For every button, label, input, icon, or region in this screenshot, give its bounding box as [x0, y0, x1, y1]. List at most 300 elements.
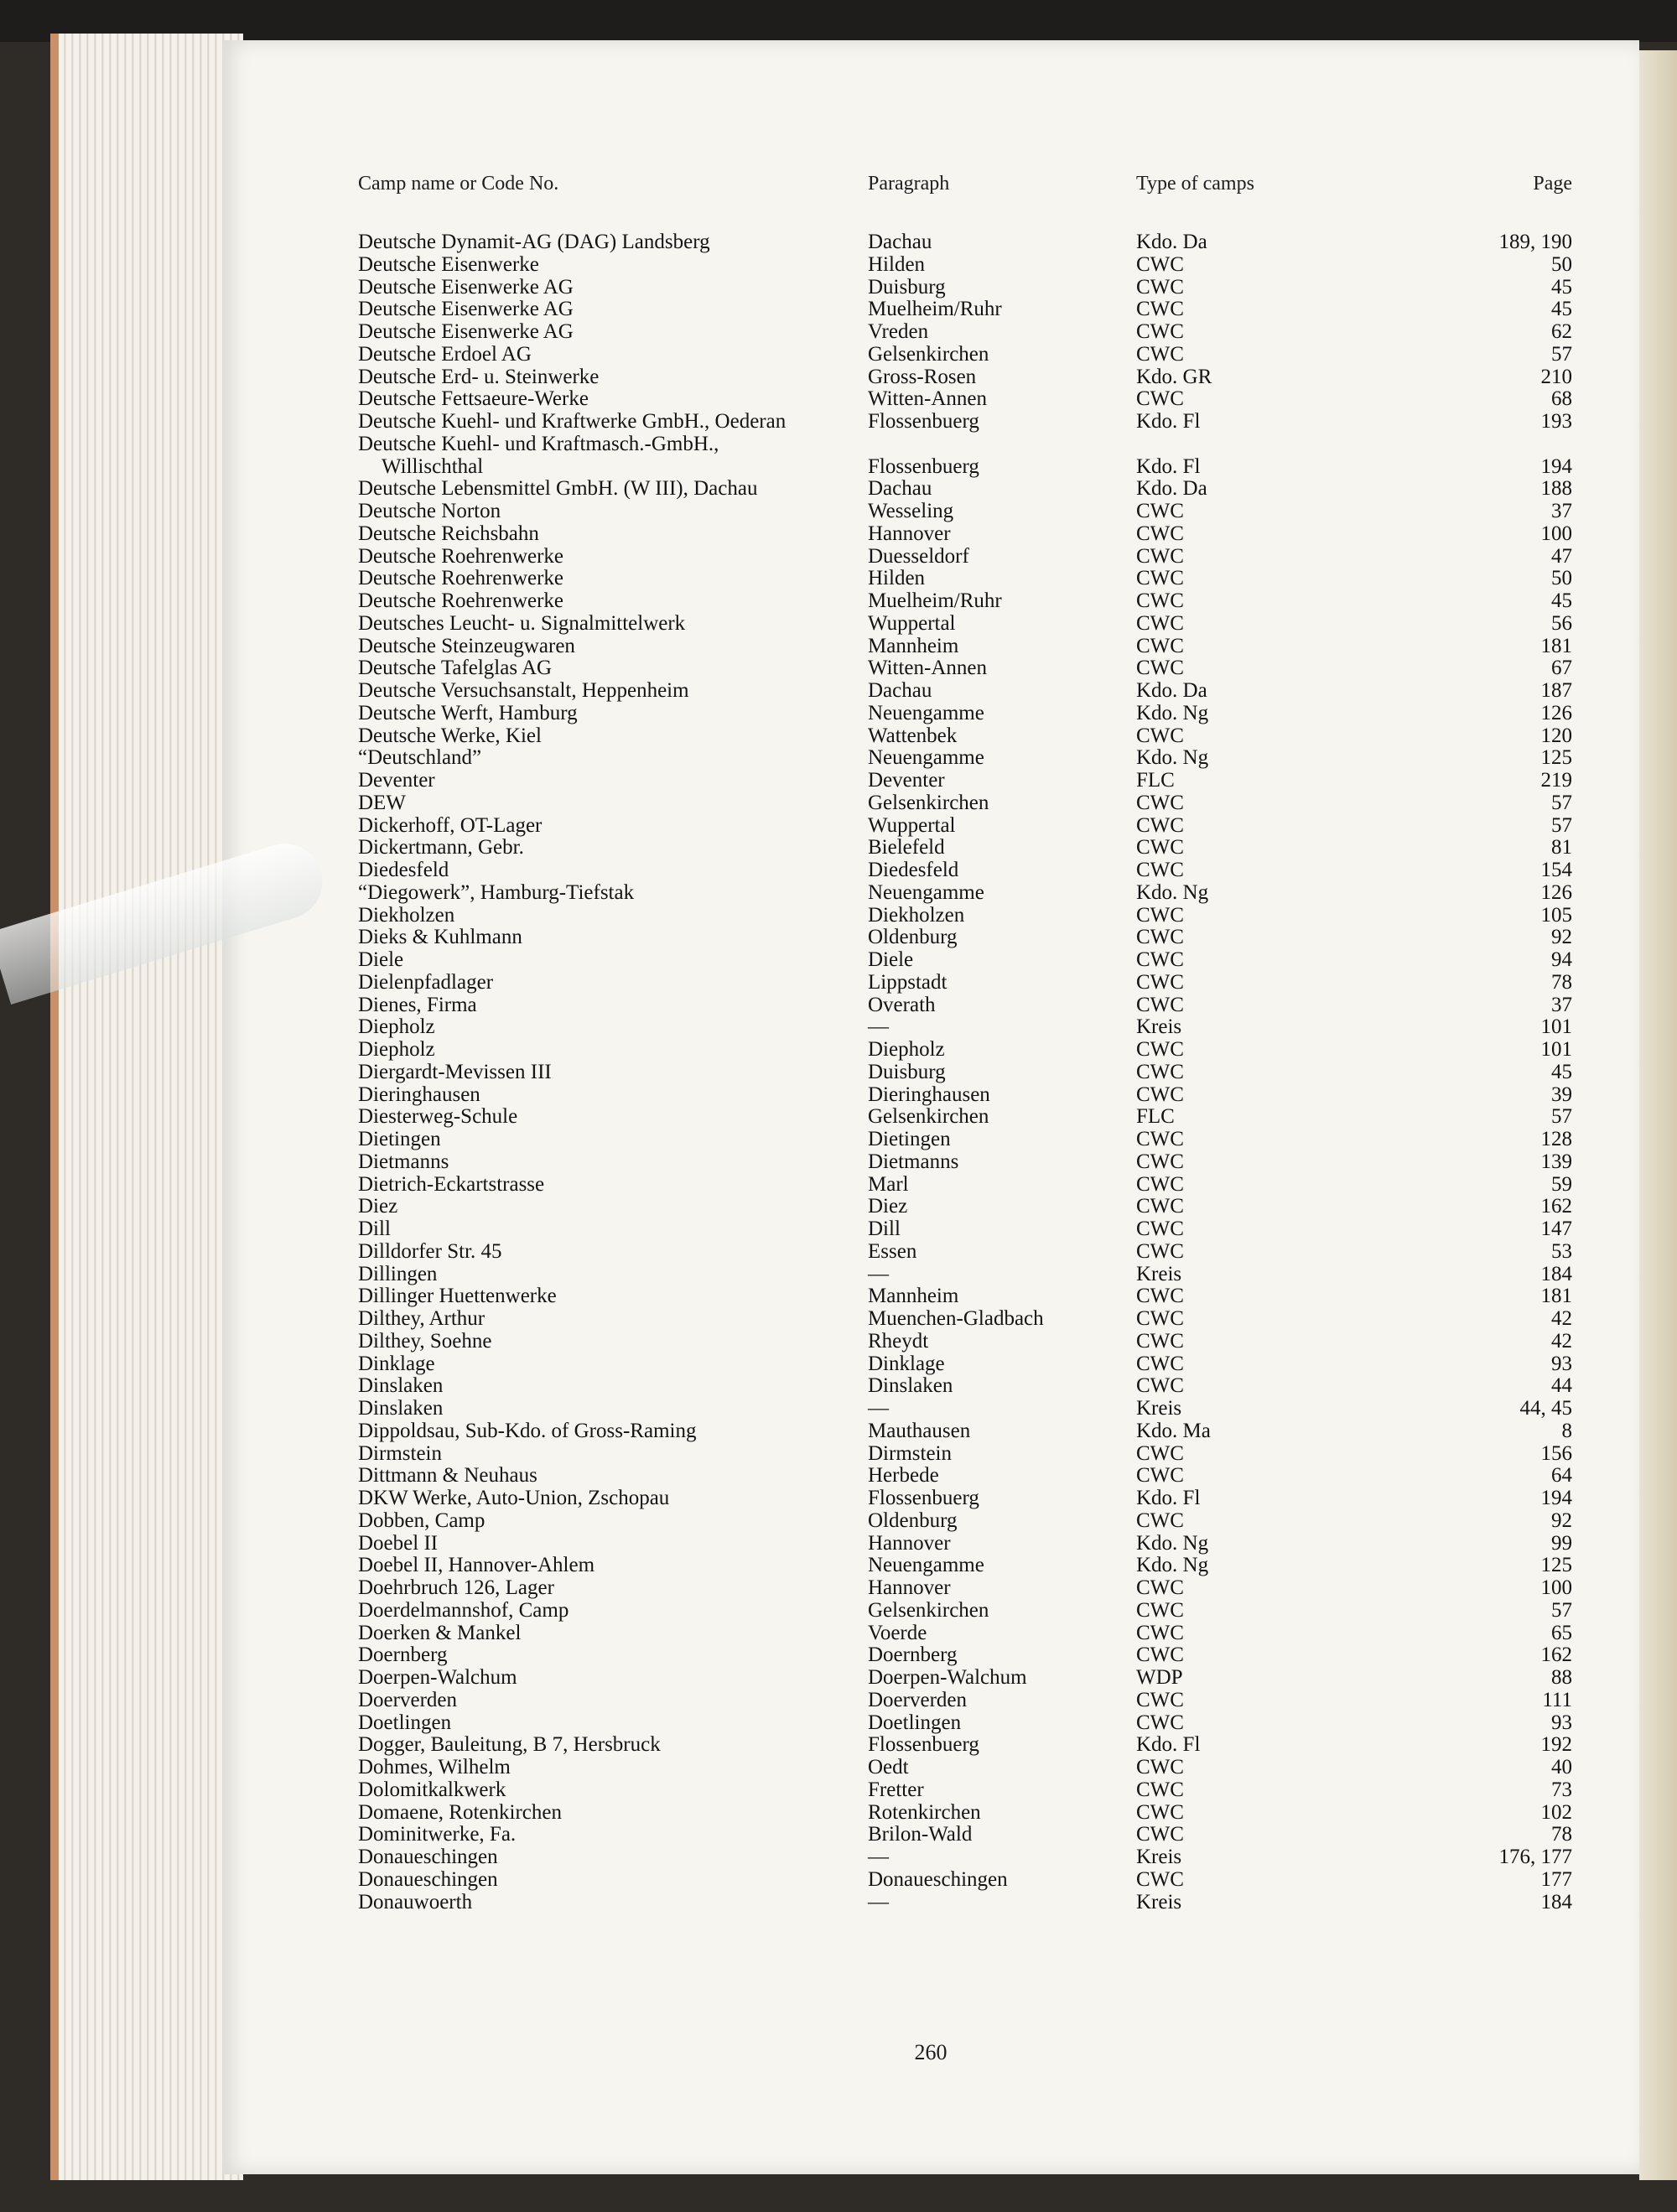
entry-type: CWC	[1136, 1756, 1184, 1778]
entry-row	[222, 949, 1639, 972]
entry-page: 189, 190	[1498, 231, 1572, 253]
entry-camp-name: Dillingen	[358, 1262, 438, 1285]
entry-row	[222, 747, 1639, 770]
entry-row	[222, 590, 1639, 613]
entry-paragraph: Vreden	[868, 320, 929, 343]
entry-camp-name: Doerdelmannshof, Camp	[358, 1598, 569, 1622]
entry-camp-name: DKW Werke, Auto-Union, Zschopau	[358, 1487, 670, 1509]
entry-type: Kdo. Ng	[1136, 701, 1209, 724]
entry-camp-name: Dippoldsau, Sub-Kdo. of Gross-Raming	[358, 1419, 697, 1442]
entry-paragraph: Bielefeld	[868, 836, 945, 859]
entry-paragraph: Doerpen-Walchum	[868, 1666, 1027, 1689]
entry-camp-name: Willischthal	[382, 454, 484, 478]
entry-paragraph: Flossenbuerg	[868, 1487, 979, 1509]
entry-page: 57	[1551, 813, 1572, 837]
entry-camp-name: Deutsche Roehrenwerke	[358, 567, 564, 590]
entry-paragraph: Mauthausen	[868, 1419, 971, 1442]
entry-paragraph: Dinklage	[868, 1352, 945, 1375]
entry-type: CWC	[1136, 1218, 1184, 1240]
entry-camp-name: Dittmann & Neuhaus	[358, 1464, 537, 1488]
entry-page: 177	[1540, 1867, 1572, 1891]
entry-page: 111	[1542, 1688, 1572, 1711]
entry-paragraph: Lippstadt	[868, 970, 948, 994]
entry-row	[222, 231, 1639, 254]
entry-camp-name: “Diegowerk”, Hamburg-Tiefstak	[358, 880, 635, 904]
entry-type: CWC	[1136, 1823, 1184, 1846]
entry-type: Kreis	[1136, 1015, 1182, 1039]
entry-type: CWC	[1136, 1464, 1184, 1488]
entry-paragraph: Muelheim/Ruhr	[868, 589, 1002, 612]
entry-page: 125	[1540, 1554, 1572, 1577]
entry-row	[222, 1443, 1639, 1466]
entry-type: CWC	[1136, 1239, 1184, 1263]
entry-paragraph: Diedesfeld	[868, 859, 959, 881]
entry-paragraph: Rheydt	[868, 1329, 929, 1353]
entry-row	[222, 1644, 1639, 1667]
entry-row	[222, 344, 1639, 366]
entry-page: 102	[1540, 1800, 1572, 1824]
entry-row	[222, 1869, 1639, 1892]
entry-paragraph: Donaueschingen	[868, 1867, 1008, 1891]
entry-page: 181	[1540, 634, 1572, 657]
entry-page: 187	[1540, 679, 1572, 702]
entry-page: 100	[1540, 522, 1572, 545]
entry-row	[222, 1779, 1639, 1802]
entry-type: CWC	[1136, 1800, 1184, 1824]
entry-camp-name: Deutsches Leucht- u. Signalmittelwerk	[358, 611, 686, 635]
entry-camp-name: Donauwoerth	[358, 1890, 473, 1913]
entry-paragraph: Duisburg	[868, 275, 946, 299]
entry-paragraph: Oldenburg	[868, 1508, 958, 1532]
entry-type: Kdo. Fl	[1136, 410, 1201, 433]
entry-camp-name: Dolomitkalkwerk	[358, 1778, 506, 1801]
entry-camp-name: Diesterweg-Schule	[358, 1105, 518, 1129]
entry-paragraph: Neuengamme	[868, 701, 984, 724]
entry-page: 59	[1551, 1172, 1572, 1196]
entry-type: CWC	[1136, 1867, 1184, 1891]
entry-paragraph: Flossenbuerg	[868, 410, 979, 433]
entry-camp-name: Deutsche Kuehl- und Kraftmasch.-GmbH.,	[358, 432, 719, 455]
entry-camp-name: Dilldorfer Str. 45	[358, 1239, 502, 1263]
entry-camp-name: Deutsche Erdoel AG	[358, 342, 532, 366]
entry-row	[222, 1600, 1639, 1623]
entry-camp-name: Deutsche Eisenwerke AG	[358, 320, 574, 343]
entry-camp-name: Dietingen	[358, 1128, 441, 1150]
entry-type: CWC	[1136, 948, 1184, 971]
entry-camp-name: Deutsche Roehrenwerke	[358, 589, 564, 612]
entry-page: 57	[1551, 342, 1572, 366]
entry-row	[222, 1151, 1639, 1174]
entry-page: 101	[1540, 1015, 1572, 1039]
entry-row	[222, 1218, 1639, 1241]
entry-paragraph: Dachau	[868, 679, 932, 702]
entry-camp-name: Deutsche Dynamit-AG (DAG) Landsberg	[358, 231, 710, 253]
book-cover-top	[0, 0, 1677, 42]
book-page	[222, 40, 1639, 2174]
entry-row	[222, 994, 1639, 1017]
entry-camp-name: Deutsche Roehrenwerke	[358, 544, 564, 568]
entry-paragraph: Essen	[868, 1239, 917, 1263]
entry-page: 147	[1540, 1218, 1572, 1240]
entry-page: 78	[1551, 1823, 1572, 1846]
entry-paragraph: Diele	[868, 948, 914, 971]
entry-type: CWC	[1136, 342, 1184, 366]
entry-row	[222, 815, 1639, 838]
entry-paragraph: Mannheim	[868, 634, 959, 657]
entry-page: 188	[1540, 477, 1572, 501]
header-type: Type of camps	[1136, 173, 1254, 195]
entry-camp-name: Donaueschingen	[358, 1867, 498, 1891]
entry-row	[222, 411, 1639, 434]
entry-camp-name: Deutsche Eisenwerke AG	[358, 275, 574, 299]
entry-camp-name: Dickertmann, Gebr.	[358, 836, 524, 859]
entry-row	[222, 434, 1639, 456]
entry-row	[222, 1398, 1639, 1420]
entry-paragraph: Hilden	[868, 252, 926, 276]
entry-camp-name: Domaene, Rotenkirchen	[358, 1800, 562, 1824]
entry-camp-name: Dilthey, Soehne	[358, 1329, 492, 1353]
entry-page: 44, 45	[1519, 1397, 1572, 1420]
entry-page: 50	[1551, 252, 1572, 276]
entry-camp-name: DEW	[358, 791, 406, 814]
entry-paragraph: Gelsenkirchen	[868, 791, 989, 814]
entry-row	[222, 1667, 1639, 1690]
entry-type: CWC	[1136, 926, 1184, 949]
entry-type: CWC	[1136, 611, 1184, 635]
entry-type: Kdo. Fl	[1136, 1733, 1201, 1757]
entry-type: CWC	[1136, 320, 1184, 343]
entry-row	[222, 1690, 1639, 1712]
entry-row	[222, 501, 1639, 523]
entry-page: 93	[1551, 1711, 1572, 1734]
entry-page: 181	[1540, 1285, 1572, 1308]
entry-row	[222, 725, 1639, 748]
entry-page: 120	[1540, 724, 1572, 747]
entry-type: CWC	[1136, 1329, 1184, 1353]
entry-row	[222, 388, 1639, 411]
entry-type: Kdo. Da	[1136, 679, 1207, 702]
entry-type: CWC	[1136, 500, 1184, 522]
entry-row	[222, 703, 1639, 725]
entry-row	[222, 613, 1639, 636]
entry-paragraph: Gelsenkirchen	[868, 1105, 989, 1129]
entry-page: 45	[1551, 1060, 1572, 1083]
entry-camp-name: Deutsche Lebensmittel GmbH. (W III), Dachau	[358, 477, 758, 501]
entry-page: 94	[1551, 948, 1572, 971]
entry-row	[222, 1555, 1639, 1577]
entry-type: CWC	[1136, 1441, 1184, 1465]
entry-paragraph: Hannover	[868, 1576, 951, 1599]
entry-paragraph: Voerde	[868, 1621, 927, 1644]
entry-camp-name: Dinslaken	[358, 1397, 444, 1420]
entry-camp-name: Deutsche Versuchsanstalt, Heppenheim	[358, 679, 689, 702]
entry-type: CWC	[1136, 567, 1184, 590]
entry-type: CWC	[1136, 1374, 1184, 1398]
entry-camp-name: Deutsche Tafelglas AG	[358, 657, 553, 680]
entry-row	[222, 1802, 1639, 1825]
entry-page: 78	[1551, 970, 1572, 994]
entry-paragraph: Herbede	[868, 1464, 939, 1488]
entry-row	[222, 1846, 1639, 1869]
entry-type: Kreis	[1136, 1890, 1182, 1913]
entry-page: 56	[1551, 611, 1572, 635]
entry-paragraph: Dinslaken	[868, 1374, 953, 1398]
entry-paragraph: Witten-Annen	[868, 387, 988, 411]
entry-page: 139	[1540, 1150, 1572, 1173]
entry-type: CWC	[1136, 1598, 1184, 1622]
entry-camp-name: Deutsche Werke, Kiel	[358, 724, 542, 747]
entry-row	[222, 546, 1639, 569]
entry-page: 45	[1551, 275, 1572, 299]
entry-type: Kdo. Ng	[1136, 1531, 1209, 1555]
entry-type: CWC	[1136, 1172, 1184, 1196]
entry-page: 194	[1540, 1487, 1572, 1509]
entry-page: 93	[1551, 1352, 1572, 1375]
entry-page: 99	[1551, 1531, 1572, 1555]
entry-camp-name: Dinklage	[358, 1352, 435, 1375]
entry-type: Kdo. GR	[1136, 365, 1212, 388]
entry-type: CWC	[1136, 1508, 1184, 1532]
entry-page: 44	[1551, 1374, 1572, 1398]
entry-camp-name: Diedesfeld	[358, 859, 449, 881]
entry-type: Kdo. Fl	[1136, 454, 1201, 478]
entry-page: 50	[1551, 567, 1572, 590]
entry-type: CWC	[1136, 1285, 1184, 1308]
entry-camp-name: Diez	[358, 1195, 398, 1218]
entry-paragraph: Doetlingen	[868, 1711, 962, 1734]
entry-camp-name: Doetlingen	[358, 1711, 452, 1734]
entry-page: 126	[1540, 701, 1572, 724]
entry-page: 156	[1540, 1441, 1572, 1465]
entry-page: 193	[1540, 410, 1572, 433]
entry-row	[222, 1892, 1639, 1914]
entry-camp-name: Dogger, Bauleitung, B 7, Hersbruck	[358, 1733, 661, 1757]
entry-page: 73	[1551, 1778, 1572, 1801]
entry-paragraph: —	[868, 1397, 889, 1420]
entry-camp-name: Dickerhoff, OT-Lager	[358, 813, 543, 837]
entry-row	[222, 1465, 1639, 1488]
entry-row	[222, 1264, 1639, 1286]
entry-page: 88	[1551, 1666, 1572, 1689]
entry-camp-name: “Deutschland”	[358, 746, 482, 770]
entry-row	[222, 1129, 1639, 1151]
entry-page: 192	[1540, 1733, 1572, 1757]
entry-page: 154	[1540, 859, 1572, 881]
entry-page: 65	[1551, 1621, 1572, 1644]
entry-camp-name: Diepholz	[358, 1015, 435, 1039]
entry-row	[222, 1174, 1639, 1197]
entry-page: 45	[1551, 589, 1572, 612]
entry-row	[222, 1533, 1639, 1555]
entry-type: CWC	[1136, 1643, 1184, 1667]
entry-type: CWC	[1136, 1128, 1184, 1150]
entry-paragraph: Flossenbuerg	[868, 454, 979, 478]
entry-camp-name: Deutsche Werft, Hamburg	[358, 701, 578, 724]
entry-paragraph: Mannheim	[868, 1285, 959, 1308]
entry-camp-name: Doehrbruch 126, Lager	[358, 1576, 554, 1599]
entry-row	[222, 366, 1639, 389]
entry-row	[222, 770, 1639, 792]
entry-camp-name: Doernberg	[358, 1643, 448, 1667]
entry-row	[222, 1084, 1639, 1107]
entry-paragraph: —	[868, 1890, 889, 1913]
entry-paragraph: Wattenbek	[868, 724, 958, 747]
entry-camp-name: Donaueschingen	[358, 1846, 498, 1868]
entry-camp-name: Deutsche Eisenwerke	[358, 252, 539, 276]
entry-page: 62	[1551, 320, 1572, 343]
entry-row	[222, 927, 1639, 949]
entry-row	[222, 1734, 1639, 1757]
entry-paragraph: Gelsenkirchen	[868, 342, 989, 366]
entry-camp-name: Diepholz	[358, 1038, 435, 1061]
entry-row	[222, 1106, 1639, 1129]
entry-camp-name: Dinslaken	[358, 1374, 444, 1398]
entry-type: CWC	[1136, 993, 1184, 1016]
entry-row	[222, 1510, 1639, 1533]
entry-camp-name: Deutsche Steinzeugwaren	[358, 634, 575, 657]
entry-type: WDP	[1136, 1666, 1183, 1689]
entry-type: CWC	[1136, 634, 1184, 657]
entry-page: 92	[1551, 1508, 1572, 1532]
entry-page: 57	[1551, 1105, 1572, 1129]
entry-type: CWC	[1136, 1621, 1184, 1644]
entry-type: CWC	[1136, 859, 1184, 881]
entry-row	[222, 456, 1639, 479]
facing-page-edge	[1639, 50, 1677, 2180]
entry-paragraph: Diepholz	[868, 1038, 945, 1061]
entry-type: CWC	[1136, 657, 1184, 680]
entry-type: CWC	[1136, 836, 1184, 859]
entry-row	[222, 478, 1639, 501]
entry-paragraph: Wuppertal	[868, 813, 956, 837]
entry-type: CWC	[1136, 1352, 1184, 1375]
entry-camp-name: Dilthey, Arthur	[358, 1307, 485, 1330]
entry-paragraph: Oldenburg	[868, 926, 958, 949]
entry-paragraph: Diez	[868, 1195, 908, 1218]
entry-type: FLC	[1136, 1105, 1175, 1129]
entry-camp-name: Doerpen-Walchum	[358, 1666, 517, 1689]
entry-paragraph: —	[868, 1846, 889, 1868]
entry-page: 176, 177	[1498, 1846, 1572, 1868]
entry-paragraph: Dietingen	[868, 1128, 951, 1150]
entry-page: 92	[1551, 926, 1572, 949]
entry-camp-name: Doerverden	[358, 1688, 457, 1711]
entry-type: CWC	[1136, 252, 1184, 276]
entry-camp-name: Dielenpfadlager	[358, 970, 494, 994]
entry-page: 67	[1551, 657, 1572, 680]
entry-paragraph: Dill	[868, 1218, 901, 1240]
entry-type: CWC	[1136, 724, 1184, 747]
entry-page: 42	[1551, 1307, 1572, 1330]
entry-page: 100	[1540, 1576, 1572, 1599]
entry-type: CWC	[1136, 813, 1184, 837]
entry-paragraph: Diekholzen	[868, 903, 965, 927]
entry-page: 68	[1551, 387, 1572, 411]
entry-camp-name: Dohmes, Wilhelm	[358, 1756, 511, 1778]
entry-row	[222, 568, 1639, 590]
entry-page: 8	[1561, 1419, 1572, 1442]
entry-row	[222, 1824, 1639, 1846]
entry-paragraph: Hannover	[868, 522, 951, 545]
entry-page: 37	[1551, 993, 1572, 1016]
entry-type: CWC	[1136, 522, 1184, 545]
entry-paragraph: Doerverden	[868, 1688, 967, 1711]
entry-paragraph: Muelheim/Ruhr	[868, 298, 1002, 321]
entry-camp-name: Deutsche Kuehl- und Kraftwerke GmbH., Oederan	[358, 410, 787, 433]
entry-row	[222, 1241, 1639, 1264]
entry-paragraph: Hannover	[868, 1531, 951, 1555]
entry-type: CWC	[1136, 544, 1184, 568]
entry-camp-name: Diekholzen	[358, 903, 455, 927]
entry-row	[222, 792, 1639, 815]
entry-type: CWC	[1136, 1195, 1184, 1218]
entry-page: 57	[1551, 1598, 1572, 1622]
entry-page: 81	[1551, 836, 1572, 859]
entry-paragraph: Dirmstein	[868, 1441, 952, 1465]
entry-row	[222, 1712, 1639, 1735]
entry-type: CWC	[1136, 1688, 1184, 1711]
entry-paragraph: Muenchen-Gladbach	[868, 1307, 1044, 1330]
entry-row	[222, 1420, 1639, 1443]
entry-row	[222, 882, 1639, 905]
entry-paragraph: Overath	[868, 993, 936, 1016]
entry-page: 45	[1551, 298, 1572, 321]
entry-paragraph: Dieringhausen	[868, 1083, 990, 1106]
header-page: Page	[1533, 173, 1572, 195]
entry-page: 210	[1540, 365, 1572, 388]
entry-paragraph: Fretter	[868, 1778, 924, 1801]
entry-paragraph: Marl	[868, 1172, 909, 1196]
entry-camp-name: Deutsche Reichsbahn	[358, 522, 539, 545]
entry-row	[222, 299, 1639, 321]
entry-row	[222, 680, 1639, 703]
entry-type: FLC	[1136, 769, 1175, 792]
entry-row	[222, 1375, 1639, 1398]
entry-page: 105	[1540, 903, 1572, 927]
entry-paragraph: Flossenbuerg	[868, 1733, 979, 1757]
entry-camp-name: Deutsche Fettsaeure-Werke	[358, 387, 589, 411]
entry-type: CWC	[1136, 1576, 1184, 1599]
entry-type: Kdo. Ma	[1136, 1419, 1211, 1442]
entry-row	[222, 1196, 1639, 1218]
page-number: 260	[914, 2040, 948, 2064]
entry-row	[222, 321, 1639, 344]
entry-row	[222, 1623, 1639, 1645]
entry-row	[222, 1577, 1639, 1600]
entry-type: CWC	[1136, 1307, 1184, 1330]
entry-type: Kdo. Da	[1136, 231, 1207, 253]
entry-type: Kdo. Fl	[1136, 1487, 1201, 1509]
entry-page: 47	[1551, 544, 1572, 568]
entry-paragraph: Gross-Rosen	[868, 365, 977, 388]
entry-page: 53	[1551, 1239, 1572, 1263]
entry-camp-name: Diergardt-Mevissen III	[358, 1060, 552, 1083]
entry-page: 219	[1540, 769, 1572, 792]
entry-paragraph: Wesseling	[868, 500, 954, 522]
entry-type: Kdo. Ng	[1136, 746, 1209, 770]
entry-type: CWC	[1136, 387, 1184, 411]
entry-page: 37	[1551, 500, 1572, 522]
entry-camp-name: Deutsche Erd- u. Steinwerke	[358, 365, 600, 388]
entry-type: Kreis	[1136, 1262, 1182, 1285]
entry-camp-name: Deutsche Eisenwerke AG	[358, 298, 574, 321]
entry-row	[222, 277, 1639, 299]
entry-type: CWC	[1136, 970, 1184, 994]
entry-type: CWC	[1136, 1038, 1184, 1061]
entry-paragraph: Neuengamme	[868, 880, 984, 904]
entry-paragraph: Hilden	[868, 567, 926, 590]
entry-camp-name: Doebel II, Hannover-Ahlem	[358, 1554, 595, 1577]
